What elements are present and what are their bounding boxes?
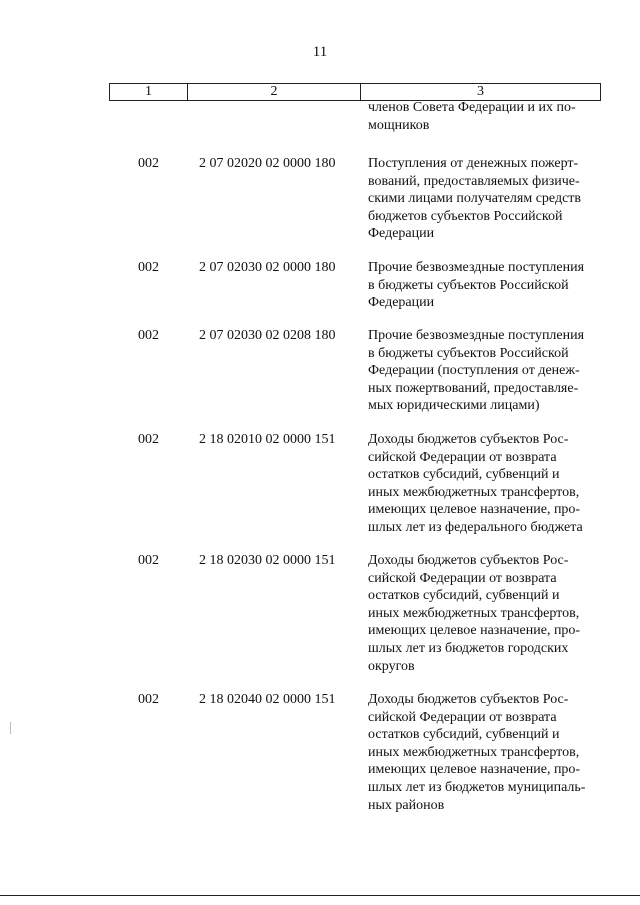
budget-classification-code: 2 07 02030 02 0208 180 (199, 328, 336, 343)
description-line: сийской Федерации от возврата (368, 570, 557, 586)
admin-code: 002 (138, 260, 159, 275)
description-line: имеющих целевое назначение, про- (368, 623, 581, 639)
page-number: 11 (312, 44, 328, 60)
continued-description (368, 99, 608, 134)
description-line: шлых лет из федерального бюджета (368, 519, 583, 535)
description-line: Прочие безвозмездные поступления (368, 260, 585, 275)
description-line: в бюджеты субъектов Российской (368, 277, 569, 293)
admin-code: 002 (138, 692, 159, 707)
description-line: Доходы бюджетов субъектов Рос- (368, 553, 569, 568)
description-line: имеющих целевое назначение, про- (368, 762, 581, 778)
budget-classification-code: 2 18 02030 02 0000 151 (199, 553, 336, 568)
description-line: имеющих целевое назначение, про- (368, 502, 581, 518)
description-line: мощников (368, 117, 430, 133)
description-line: в бюджеты субъектов Российской (368, 345, 569, 361)
admin-code: 002 (138, 328, 159, 343)
description-line: остатков субсидий, субвенций и (368, 727, 560, 743)
page-bottom-rule (0, 895, 640, 896)
description-line: скими лицами получателям средств (368, 191, 582, 207)
description-line: Федерации (368, 226, 435, 242)
income-description (368, 691, 608, 814)
description-line: ных районов (368, 797, 445, 813)
admin-code: 002 (138, 156, 159, 171)
description-line: остатков субсидий, субвенций и (368, 467, 560, 483)
description-line: сийской Федерации от возврата (368, 709, 557, 725)
income-description (368, 327, 608, 415)
description-line: Прочие безвозмездные поступления (368, 328, 585, 343)
description-line: вований, предоставляемых физиче- (368, 173, 580, 189)
admin-code: 002 (138, 432, 159, 447)
budget-classification-code: 2 18 02010 02 0000 151 (199, 432, 336, 447)
description-line: Федерации (поступления от денеж- (368, 363, 580, 379)
description-line: бюджетов субъектов Российской (368, 208, 563, 224)
description-line: Поступления от денежных пожерт- (368, 156, 579, 171)
income-description (368, 552, 608, 675)
budget-classification-code: 2 07 02030 02 0000 180 (199, 260, 336, 275)
header-col-1: 1 (110, 84, 188, 100)
description-line: членов Совета Федерации и их по- (368, 100, 576, 115)
description-line: сийской Федерации от возврата (368, 449, 557, 465)
description-line: шлых лет из бюджетов городских (368, 640, 569, 656)
description-line: Доходы бюджетов субъектов Рос- (368, 692, 569, 707)
description-line: округов (368, 658, 415, 674)
header-col-3: 3 (477, 84, 484, 99)
description-line: ных пожертвований, предоставляе- (368, 380, 579, 396)
description-line: иных межбюджетных трансфертов, (368, 605, 580, 621)
description-line: иных межбюджетных трансфертов, (368, 744, 580, 760)
description-line: мых юридическими лицами) (368, 398, 540, 414)
income-description (368, 155, 608, 243)
income-description (368, 259, 608, 312)
income-description (368, 431, 608, 537)
description-line: Федерации (368, 295, 435, 311)
description-line: Доходы бюджетов субъектов Рос- (368, 432, 569, 447)
header-col-2: 2 (188, 84, 361, 100)
admin-code: 002 (138, 553, 159, 568)
description-line: иных межбюджетных трансфертов, (368, 484, 580, 500)
description-line: шлых лет из бюджетов муниципаль- (368, 779, 586, 795)
scan-margin-mark (10, 722, 11, 734)
budget-classification-code: 2 07 02020 02 0000 180 (199, 156, 336, 171)
budget-classification-code: 2 18 02040 02 0000 151 (199, 692, 336, 707)
description-line: остатков субсидий, субвенций и (368, 588, 560, 604)
